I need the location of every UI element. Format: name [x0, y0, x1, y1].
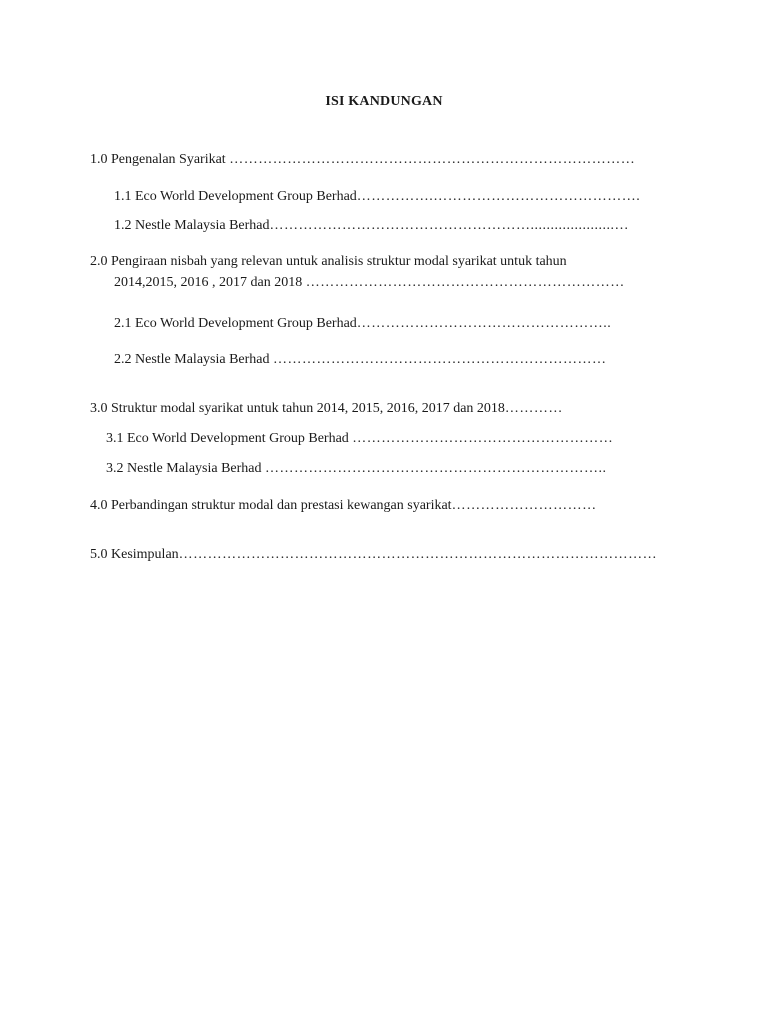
- toc-entry-text: 2.2 Nestle Malaysia Berhad: [114, 352, 274, 367]
- toc-entry-text: 1.0 Pengenalan Syarikat: [90, 152, 230, 167]
- toc-entry-text: 2.1 Eco World Development Group Berhad: [114, 316, 357, 331]
- toc-entry-leader: ……………………………………………..: [356, 316, 612, 331]
- toc-entry-3-1: [106, 431, 613, 447]
- toc-entry-leader: …………………………: [451, 498, 597, 513]
- toc-entry-2-2: [114, 352, 607, 368]
- toc-entry-text: 2.0 Pengiraan nisbah yang relevan untuk analisis struktur modal syarikat untuk tahun: [90, 254, 567, 269]
- toc-entry-2-1: [114, 316, 611, 332]
- toc-entry-leader: …………: [504, 401, 563, 416]
- toc-entry-leader: ……………………………………………….....................…: [269, 218, 630, 233]
- toc-entry-3-0: [90, 401, 563, 417]
- toc-entry-2-0: [90, 254, 567, 270]
- document-title: ISI KANDUNGAN: [325, 94, 443, 109]
- toc-entry-text: 1.2 Nestle Malaysia Berhad: [114, 218, 270, 233]
- toc-entry-text: 3.2 Nestle Malaysia Berhad: [106, 461, 266, 476]
- toc-entry-1-0: [90, 152, 635, 168]
- toc-entry-1-2: [114, 218, 629, 234]
- toc-entry-leader: ……………………………………………………………..: [265, 461, 607, 476]
- toc-entry-text: 5.0 Kesimpulan: [90, 547, 179, 562]
- toc-entry-leader: …………………………………………………………: [305, 275, 625, 290]
- toc-entry-leader: …………………………………………………………………………: [229, 152, 636, 167]
- toc-entry-text: 1.1 Eco World Development Group Berhad: [114, 189, 357, 204]
- toc-entry-3-2: [106, 461, 607, 477]
- toc-entry-4-0: [90, 498, 597, 514]
- toc-entry-leader: ………………………………………………………………………………………: [178, 547, 658, 562]
- toc-entry-text: 3.1 Eco World Development Group Berhad: [106, 431, 353, 446]
- toc-entry-leader: …………….…………………………………….: [356, 189, 641, 204]
- toc-entry-leader: ……………………………………………………………: [273, 352, 607, 367]
- toc-entry-text: 3.0 Struktur modal syarikat untuk tahun 2014, 2015, 2016, 2017 dan 2018: [90, 401, 505, 416]
- toc-entry-text: 2014,2015, 2016 , 2017 dan 2018: [114, 275, 306, 290]
- toc-entry-text: 4.0 Perbandingan struktur modal dan prestasi kewangan syarikat: [90, 498, 452, 513]
- toc-entry-5-0: [90, 547, 657, 563]
- toc-entry-leader: ………………………………………………: [352, 431, 614, 446]
- toc-entry-1-1: [114, 189, 640, 205]
- toc-entry-2-0-continued: [114, 275, 625, 291]
